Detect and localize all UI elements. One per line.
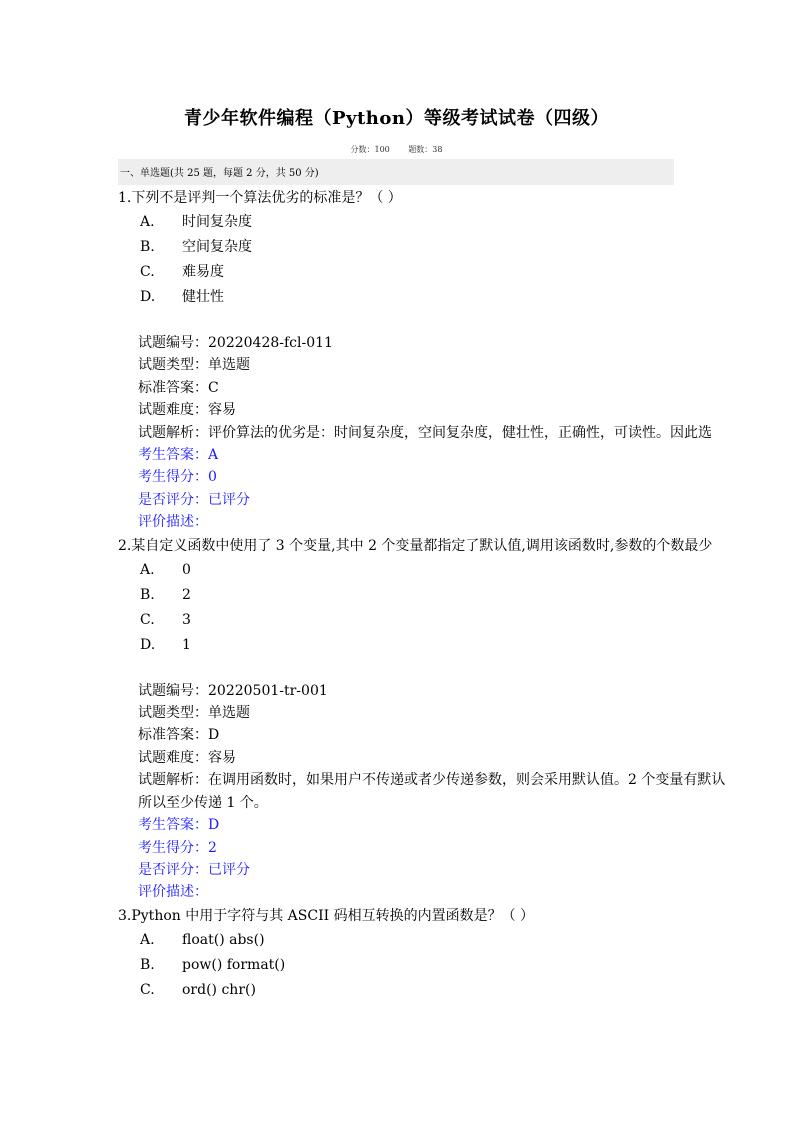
option-c: [118, 608, 793, 633]
question-count: 题数：38: [408, 145, 443, 154]
option-letter: A.: [140, 931, 155, 948]
option-letter: A.: [140, 561, 155, 578]
option-text: ord() chr(): [182, 981, 256, 998]
option-a: [118, 558, 793, 583]
question-type: 试题类型：单选题: [138, 357, 250, 374]
option-c: [118, 260, 793, 285]
question-text: 1.下列不是评判一个算法优劣的标准是？（ ）: [118, 190, 402, 206]
option-text: pow() format(): [182, 956, 286, 973]
analysis-continued: 所以至少传递 1 个。: [138, 794, 268, 811]
option-a: [118, 210, 793, 235]
option-b: [118, 235, 793, 260]
difficulty: 试题难度：容易: [138, 402, 236, 419]
option-letter: B.: [140, 956, 155, 973]
option-letter: B.: [140, 586, 155, 603]
total-score: 分数：100: [350, 145, 390, 154]
question-list: [118, 186, 793, 1003]
student-answer: 考生答案：D: [138, 817, 220, 834]
option-text: 难易度: [182, 264, 224, 280]
option-d: [118, 285, 793, 310]
comment: 评价描述：: [138, 884, 208, 901]
question-text: 3.Python 中用于字符与其 ASCII 码相互转换的内置函数是？（ ）: [118, 907, 535, 924]
student-answer: 考生答案：A: [138, 447, 219, 464]
student-score: 考生得分：0: [138, 469, 217, 486]
comment: 评价描述：: [138, 514, 208, 531]
option-text: 2: [182, 586, 191, 603]
question-id: 试题编号：20220501-tr-001: [138, 682, 328, 699]
option-text: 时间复杂度: [182, 214, 252, 230]
option-letter: B.: [140, 239, 155, 255]
graded-status: 是否评分：已评分: [138, 861, 250, 878]
option-c: [118, 978, 793, 1003]
option-text: 空间复杂度: [182, 239, 252, 255]
page-title: 青少年软件编程（Python）等级考试试卷（四级）: [184, 108, 609, 129]
question-text: 2.某自定义函数中使用了 3 个变量,其中 2 个变量都指定了默认值,调用该函数时,参数的个数最少: [118, 537, 713, 554]
graded-status: 是否评分：已评分: [138, 491, 250, 508]
option-letter: A.: [140, 214, 155, 230]
question-type: 试题类型：单选题: [138, 705, 250, 722]
question-id: 试题编号：20220428-fcl-011: [138, 335, 333, 351]
standard-answer: 标准答案：C: [138, 379, 219, 396]
analysis: 试题解析：在调用函数时，如果用户不传递或者少传递参数，则会采用默认值。2 个变量有默认: [138, 772, 726, 789]
option-b: [118, 953, 793, 978]
option-text: 0: [182, 561, 191, 578]
option-d: [118, 633, 793, 658]
option-letter: C.: [140, 611, 155, 628]
option-text: float() abs(): [182, 931, 265, 948]
question-1: [118, 186, 793, 534]
question-2: [118, 534, 793, 904]
exam-meta: [0, 144, 793, 155]
option-letter: C.: [140, 981, 155, 998]
option-letter: D.: [140, 289, 156, 305]
student-score: 考生得分：2: [138, 839, 217, 856]
option-text: 3: [182, 611, 191, 628]
option-text: 1: [182, 636, 191, 653]
question-3: [118, 904, 793, 1003]
analysis: 试题解析：评价算法的优劣是：时间复杂度，空间复杂度，健壮性，正确性，可读性。因此选: [138, 424, 712, 441]
option-a: [118, 928, 793, 953]
standard-answer: 标准答案：D: [138, 727, 220, 744]
option-letter: D.: [140, 636, 156, 653]
difficulty: 试题难度：容易: [138, 749, 236, 766]
option-text: 健壮性: [182, 289, 224, 305]
option-b: [118, 583, 793, 608]
option-letter: C.: [140, 264, 155, 280]
section-header: 一、单选题(共 25 题，每题 2 分，共 50 分): [118, 159, 674, 185]
